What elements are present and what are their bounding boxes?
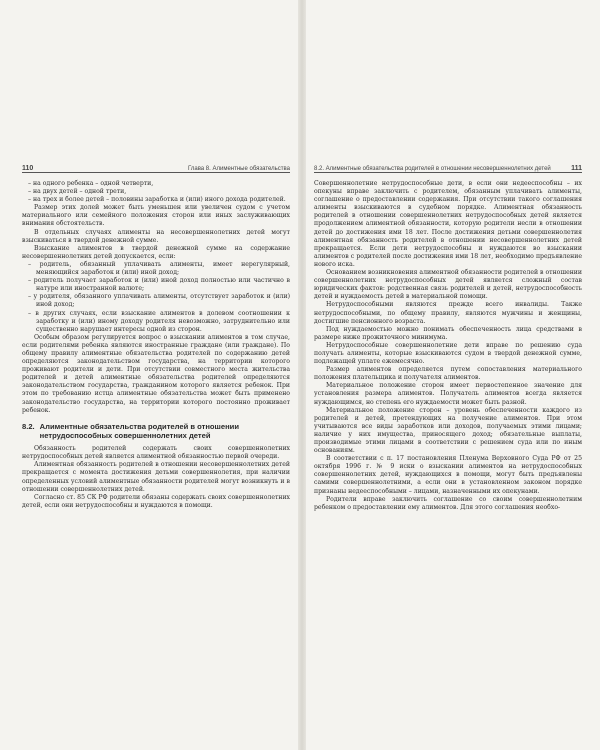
- paragraph: Нетрудоспособные совершеннолетние дети вправе по решению суда получать алименты, которые взыскиваются судом в твердой денежной сумме, подлежащей уплате ежемесячно.: [314, 341, 582, 366]
- paragraph: – на трех и более детей – половины заработка и (или) иного дохода родителей.: [28, 196, 286, 204]
- right-page-body: [314, 180, 582, 512]
- paragraph: – родитель, обязанный уплачивать алименты, имеет нерегулярный, меняющийся заработок и (или) иной доход;: [28, 260, 290, 277]
- paragraph: Согласно ст. 85 СК РФ родители обязаны содержать своих совершеннолетних детей, если они нетрудоспособны и нуждаются в помощи.: [22, 493, 290, 509]
- paragraph: Материальное положение сторон – уровень обеспеченности каждого из родителей и детей, претендующих на получение алиментов. При этом учитываются все виды заработков или доходов, получаемых этими лицами; наличие у них имущества, приносящего доход; обязательные выплаты, производимые этими лицами в соответствии с решением суда или по иным основаниям.: [314, 406, 582, 455]
- paragraph: Взыскание алиментов в твердой денежной сумме на содержание несовершеннолетних детей допускается, если:: [22, 244, 290, 260]
- paragraph: Алиментная обязанность родителей в отношении несовершеннолетних детей прекращается с момента достижения детьми совершеннолетия, при наличии определенных условий алиментные обязанности родителей могут возникнуть и в отношении совершеннолетних детей.: [22, 461, 290, 493]
- section-title: Алиментные обязательства родителей в отношении нетрудоспособных совершеннолетних детей: [39, 421, 240, 440]
- paragraph: Обязанность родителей содержать своих совершеннолетних нетрудоспособных детей является алиментной обязанностью первой очереди.: [22, 445, 290, 461]
- paragraph: Размер этих долей может быть уменьшен или увеличен судом с учетом материального или семейного положения сторон или иных заслуживающих внимания обстоятельств.: [22, 204, 290, 228]
- paragraph: – на двух детей – одной трети,: [28, 188, 127, 196]
- section-number: 8.2.: [22, 421, 35, 431]
- left-page-body: [22, 180, 290, 510]
- paragraph: Под нуждаемостью можно понимать обеспеченность лица средствами в размере ниже прожиточного минимума.: [314, 325, 582, 341]
- paragraph: В отдельных случаях алименты на несовершеннолетних детей могут взыскиваться в твердой денежной сумме.: [22, 228, 290, 244]
- left-page-number: 110: [22, 165, 34, 172]
- paragraph: Особым образом регулируется вопрос о взыскании алиментов в том случае, если родителями ребенка являются иностранные граждане (или граждане). По общему правилу алиментные обязательства родителей по содержанию детей определяются законодательством государства, на территории которого проживают родители и дети. При отсутствии совместного места жительства родителей и детей алиментные обязательства родителей определяются законодательством государства, гражданином которого является ребенок. При этом по требованию истца алиментные обязательства может быть применено законодательство государства, на территории которого постоянно проживает ребенок.: [22, 333, 290, 414]
- paragraph: Родители вправе заключить соглашение со своим совершеннолетним ребенком о предоставлении ему алиментов. Для этого соглашения необхо-: [314, 495, 582, 511]
- paragraph: – родитель получает заработок и (или) иной доход полностью или частично в натуре или иностранной валюте;: [28, 277, 290, 293]
- paragraph: – в других случаях, если взыскание алиментов в долевом соотношении к заработку и (или) иному доходу родителя невозможно, затруднительно или существенно нарушает интересы одной из сторон.: [28, 309, 290, 333]
- left-running-head-title: Глава 8. Алиментные обязательства: [187, 166, 290, 172]
- left-running-header: [22, 160, 290, 173]
- section-heading: [22, 422, 290, 440]
- paragraph: Размер алиментов определяется путем сопоставления материального положения плательщика и получателя алиментов.: [314, 366, 582, 382]
- paragraph: Основанием возникновения алиментной обязанности родителей в отношении совершеннолетних нетрудоспособных детей является сложный состав юридических фактов: родственная связь родителей и детей, нетрудоспособность детей и нуждаемость детей в материальной помощи.: [314, 269, 582, 301]
- paragraph: – у родителя, обязанного уплачивать алименты, отсутствует заработок и (или) иной доход;: [28, 293, 290, 309]
- paragraph: В соответствии с п. 17 постановления Пленума Верховного Суда РФ от 25 октября 1996 г. № 9 иски о взыскании алиментов на нетрудоспособных совершеннолетних детей, нуждающихся в помощи, могут быть предъявлены самими совершеннолетними, а если они в установленном законом порядке признаны недееспособными – лицами, назначенными их опекунами.: [314, 455, 582, 495]
- right-running-head-title: 8.2. Алиментные обязательства родителей в отношении несовершеннолетних детей: [314, 166, 551, 172]
- right-running-header: [314, 160, 582, 173]
- paragraph: Нетрудоспособными являются прежде всего инвалиды. Также нетрудоспособными, по общему правилу, являются мужчины и женщины, достигшие пенсионного возраста.: [314, 301, 582, 325]
- paragraph: Совершеннолетние нетрудоспособные дети, в если они недееспособны – их опекуны вправе заключить с родителем, обязанным уплачивать алименты, соглашение о предоставлении содержания. При отсутствии такого соглашения алименты взыскиваются в судебном порядке. Алиментная обязанность родителей в отношении совершеннолетних нетрудоспособных детей является продолжением алиментной обязанности, которую родители несли в отношении детей до достижения ими 18 лет. После достижения детьми совершеннолетия алиментная обязанность родителей в отношении несовершеннолетних детей прекращается. Если дети нетрудоспособны и нуждаются во взыскании алиментов с родителей после достижения ими 18 лет, необходимо предъявление нового иска.: [314, 180, 582, 268]
- right-page-number: 111: [571, 165, 582, 172]
- book-gutter: [298, 0, 306, 750]
- paragraph: Материальное положение сторон имеет первостепенное значение для установления размера алиментов. Получатель алиментов всегда является нуждающимся, но степень его нуждаемости может быть разной.: [314, 382, 582, 406]
- paragraph: – на одного ребенка – одной четверти,: [28, 180, 154, 187]
